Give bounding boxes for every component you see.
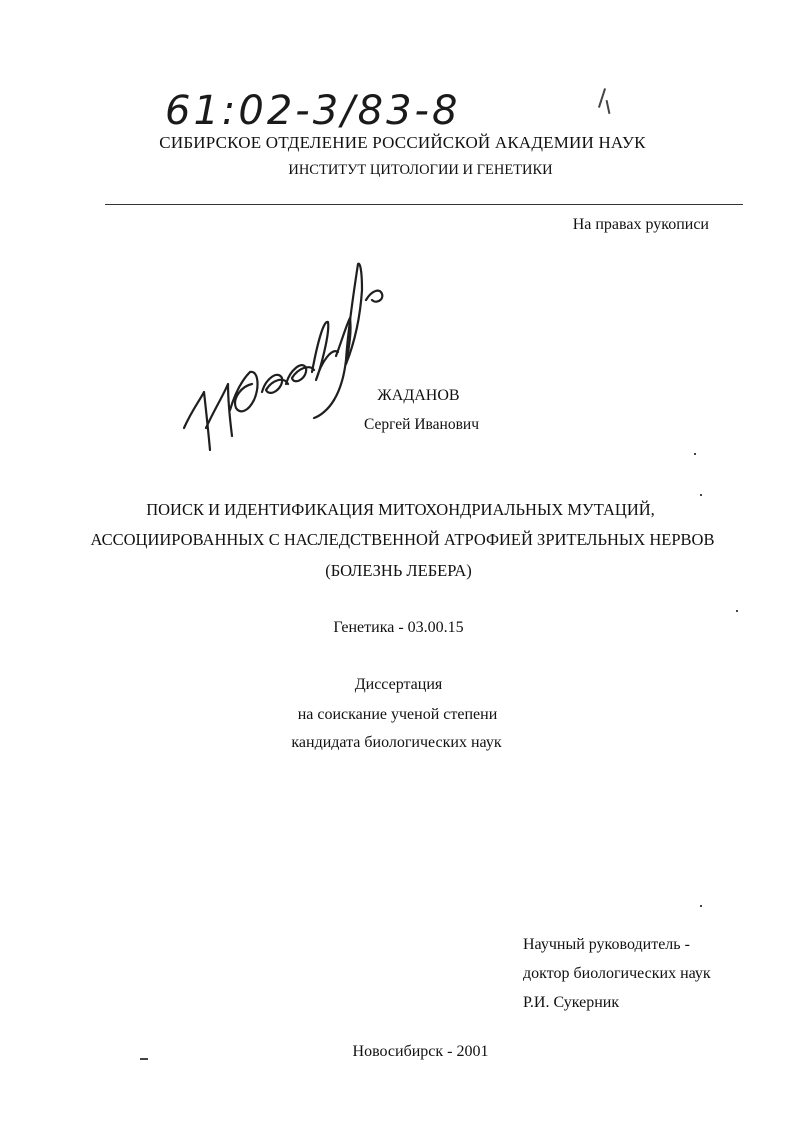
handwritten-archive-code: 61:02-3/83-8	[165, 88, 461, 134]
institute-name: ИНСТИТУТ ЦИТОЛОГИИ И ГЕНЕТИКИ	[288, 162, 553, 178]
supervisor-line: Научный руководитель -	[523, 936, 690, 953]
scan-speck	[606, 100, 611, 114]
author-given-names: Сергей Иванович	[363, 416, 479, 433]
organization-name: СИБИРСКОЕ ОТДЕЛЕНИЕ РОССИЙСКОЙ АКАДЕМИИ НАУК	[159, 133, 646, 152]
dissertation-type-line: на соискание ученой степени	[297, 706, 498, 723]
scan-speck	[598, 88, 606, 108]
header-divider	[105, 204, 743, 205]
scan-speck	[700, 905, 702, 907]
scan-speck	[700, 494, 702, 496]
dissertation-title-line: (БОЛЕЗНЬ ЛЕБЕРА)	[325, 561, 472, 580]
dissertation-title-line: ПОИСК И ИДЕНТИФИКАЦИЯ МИТОХОНДРИАЛЬНЫХ МУТАЦИЙ,	[146, 500, 655, 519]
dissertation-type-line: кандидата биологических наук	[291, 734, 502, 751]
supervisor-block	[523, 930, 711, 1017]
dissertation-type-line: Диссертация	[354, 676, 443, 693]
supervisor-line: доктор биологических наук	[523, 965, 711, 982]
city-year: Новосибирск - 2001	[352, 1043, 489, 1060]
scan-speck	[694, 453, 696, 455]
scan-speck	[736, 610, 738, 612]
specialty-code: Генетика - 03.00.15	[333, 619, 464, 636]
author-signature	[170, 260, 410, 470]
author-surname: ЖАДАНОВ	[377, 387, 460, 404]
dissertation-title-line: АССОЦИИРОВАННЫХ С НАСЛЕДСТВЕННОЙ АТРОФИЕЙ ЗРИТЕЛЬНЫХ НЕРВОВ	[90, 530, 715, 549]
scan-speck	[140, 1058, 148, 1060]
rights-note: На правах рукописи	[572, 216, 709, 233]
supervisor-line: Р.И. Сукерник	[523, 994, 620, 1011]
